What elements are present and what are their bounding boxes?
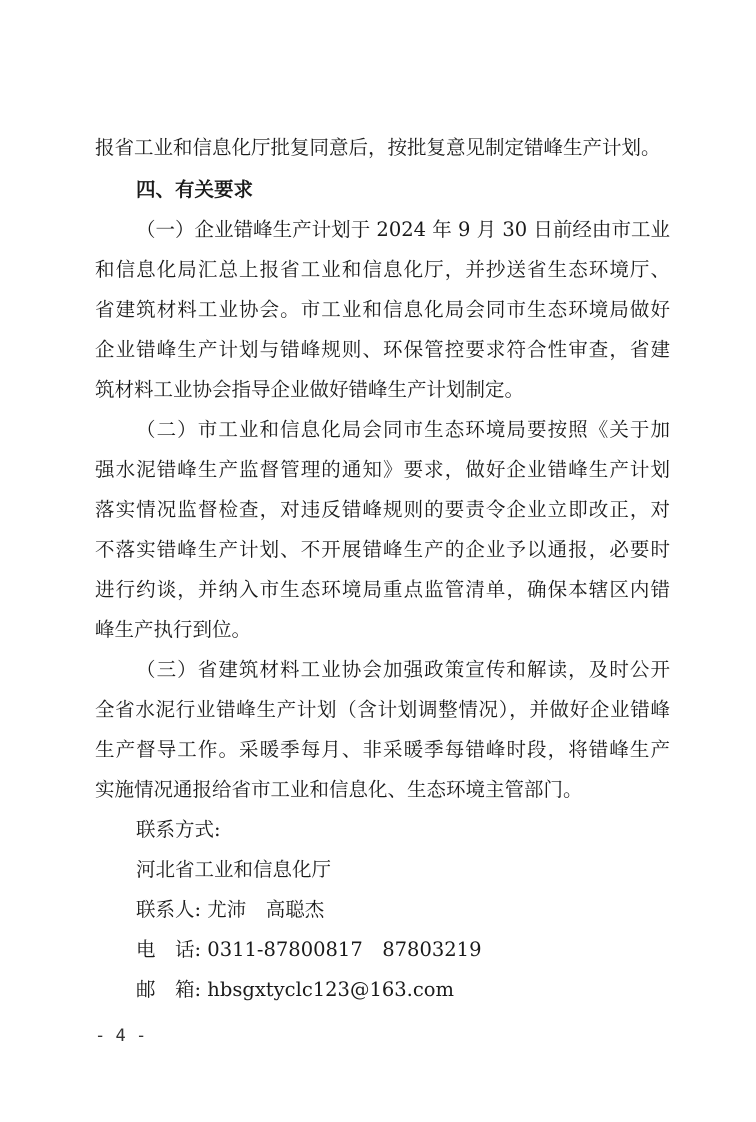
contact-organization: 河北省工业和信息化厅 (136, 858, 332, 881)
contact-phone-number: 0311-87800817 87803219 (207, 938, 482, 961)
contact-phone-label: 电 话: (136, 938, 202, 961)
paragraph-line: （一）企业错峰生产计划于 2024 年 9 月 30 日前经由市工业 (136, 218, 670, 241)
paragraph-line: （二）市工业和信息化局会同市生态环境局要按照《关于加 (136, 418, 670, 441)
paragraph-line: 不落实错峰生产计划、不开展错峰生产的企业予以通报，必要时 (95, 538, 670, 561)
paragraph-line: 筑材料工业协会指导企业做好错峰生产计划制定。 (95, 378, 525, 401)
paragraph-line: 和信息化局汇总上报省工业和信息化厅，并抄送省生态环境厅、 (95, 258, 670, 281)
page-number: - 4 - (95, 1026, 147, 1046)
paragraph-line: （三）省建筑材料工业协会加强政策宣传和解读，及时公开 (136, 658, 670, 681)
contact-person-row (136, 894, 324, 926)
contact-email-row (136, 974, 454, 1006)
paragraph-line: 落实情况监督检查，对违反错峰规则的要责令企业立即改正，对 (95, 498, 670, 521)
paragraph-line: 省建筑材料工业协会。市工业和信息化局会同市生态环境局做好 (95, 298, 670, 321)
paragraph-line: 峰生产执行到位。 (95, 618, 252, 641)
paragraph-line: 全省水泥行业错峰生产计划（含计划调整情况），并做好企业错峰 (95, 698, 670, 721)
section-heading: 四、有关要求 (136, 178, 254, 201)
paragraph-line: 强水泥错峰生产监督管理的通知》要求，做好企业错峰生产计划 (95, 458, 670, 481)
contact-email-address: hbsgxtyclc123@163.com (207, 978, 455, 1001)
paragraph-line: 企业错峰生产计划与错峰规则、环保管控要求符合性审查，省建 (95, 338, 670, 361)
contact-person-label: 联系人: (136, 898, 202, 921)
paragraph-line: 报省工业和信息化厅批复同意后，按批复意见制定错峰生产计划。 (95, 136, 661, 159)
contact-email-label: 邮 箱: (136, 978, 202, 1001)
paragraph-line: 生产督导工作。采暖季每月、非采暖季每错峰时段，将错峰生产 (95, 738, 670, 761)
contact-heading: 联系方式: (136, 818, 221, 841)
contact-person-names: 尤沛 高聪杰 (207, 898, 325, 921)
paragraph-line: 进行约谈，并纳入市生态环境局重点监管清单，确保本辖区内错 (95, 578, 670, 601)
paragraph-line: 实施情况通报给省市工业和信息化、生态环境主管部门。 (95, 778, 583, 801)
contact-phone-row (136, 934, 482, 966)
